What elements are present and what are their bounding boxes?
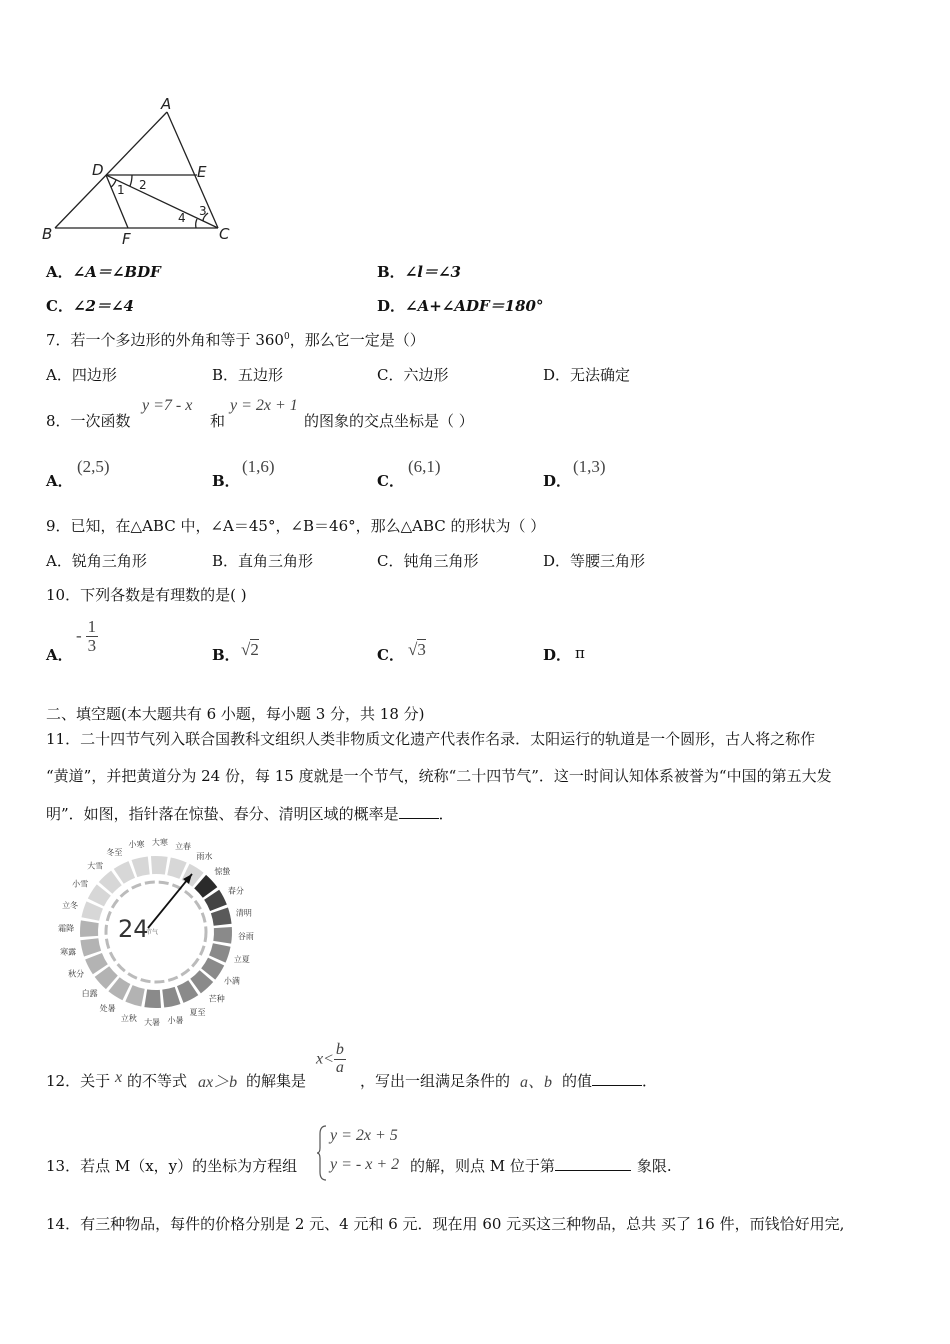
q6-option-c[interactable] (46, 295, 134, 316)
q10-option-d-key[interactable]: D． (543, 646, 572, 664)
wheel-center-sub: 节气 (146, 929, 159, 936)
wheel-sector (132, 856, 150, 877)
q8-option-a-value: (2,5) (77, 457, 110, 476)
q10-option-c-value (408, 640, 426, 660)
sqrt-symbol-b: √ (241, 640, 251, 659)
q12-solution-fraction (334, 1042, 346, 1077)
q12-solution-numerator: b (335, 1041, 344, 1058)
q13-equation-1: y = 2x + 5 (330, 1127, 398, 1144)
q11-line-3-text: 明”．如图，指针落在惊蛰、春分、清明区域的概率是 (46, 805, 399, 823)
q8-option-a-key[interactable]: A． (46, 472, 73, 490)
wheel-term-label: 小寒 (128, 840, 145, 850)
q14-stem: 14．有三种物品，每件的价格分别是 2 元、4 元和 6 元．现在用 60 元买这三种物品，总共 买了 16 件，而钱恰好用完, (46, 1215, 845, 1233)
q8-option-c-value: (6,1) (408, 457, 441, 476)
q6-option-a-key: A． (46, 263, 73, 281)
wheel-term-label: 小雪 (72, 879, 89, 889)
q10-option-b-key[interactable]: B． (212, 646, 240, 664)
q8-option-b-value: (1,6) (242, 457, 275, 476)
q13-stem-b-text: 的解，则点 M 位于第 (410, 1157, 555, 1175)
angle-arc-1 (111, 180, 116, 187)
q10-stem: 10．下列各数是有理数的是( ) (46, 586, 247, 604)
q7-superscript: 0 (283, 332, 290, 342)
q10-option-b-value (241, 640, 259, 660)
label-angle-1: 1 (117, 183, 125, 197)
wheel-term-label: 春分 (227, 886, 244, 896)
q13-stem-b (410, 1155, 672, 1176)
q6-option-a-text: ∠A＝∠BDF (72, 263, 161, 281)
q12-ab: a、b (520, 1074, 553, 1091)
label-b: B (42, 225, 53, 243)
q7-stem-a: 7．若一个多边形的外角和等于 360 (46, 331, 284, 349)
wheel-term-label: 清明 (235, 908, 252, 918)
triangle-figure (40, 95, 250, 250)
wheel-term-label: 大雪 (87, 861, 104, 871)
q6-option-c-text: ∠2＝∠4 (72, 297, 134, 315)
label-c: C (219, 225, 230, 243)
q8-equation-1: y =7 - x (142, 397, 193, 414)
q9-option-d[interactable]: D．等腰三角形 (543, 552, 646, 570)
side-ab (55, 112, 167, 228)
q12-stem-d: ，写出一组满足条件的 (360, 1072, 511, 1090)
q7-option-c[interactable]: C．六边形 (377, 366, 449, 384)
q6-option-d-key: D． (377, 297, 406, 315)
q9-stem: 9．已知，在△ABC 中，∠A＝45°，∠B＝46°，那么△ABC 的形状为（ ） (46, 517, 546, 535)
q7-option-a[interactable]: A．四边形 (46, 366, 117, 384)
section-2-title: 二、填空题(本大题共有 6 小题，每小题 3 分，共 18 分) (46, 705, 425, 723)
wheel-term-label: 立夏 (233, 955, 250, 965)
q6-option-b-text: ∠l＝∠3 (404, 263, 461, 281)
angle-arc-4 (196, 219, 197, 228)
q13-stem-c: 象限. (636, 1157, 672, 1175)
wheel-term-label: 冬至 (106, 848, 123, 858)
wheel-term-label: 大暑 (144, 1017, 161, 1027)
label-angle-4: 4 (178, 211, 186, 225)
wheel-term-label: 霜降 (58, 924, 75, 934)
solar-terms-wheel (42, 832, 272, 1032)
wheel-sector (162, 987, 180, 1008)
q13-stem-a: 13．若点 M（x，y）的坐标为方程组 (46, 1157, 298, 1175)
q11-line-3 (46, 803, 454, 824)
wheel-term-label: 白露 (81, 988, 98, 998)
q10-option-d-value: π (575, 644, 585, 662)
q8-stem-c: 的图象的交点坐标是（ ） (304, 412, 474, 430)
q11-line-1: 11．二十四节气列入联合国教科文组织人类非物质文化遗产代表作名录．太阳运行的轨道是一个圆形，古人将之称作 (46, 730, 816, 748)
q6-option-d[interactable] (377, 295, 543, 316)
q7-option-b[interactable]: B．五边形 (212, 366, 284, 384)
q10-option-b-radicand: 2 (250, 640, 259, 659)
q12-solution-denominator: a (335, 1058, 344, 1076)
wheel-term-label: 立秋 (120, 1013, 137, 1023)
label-a: A (161, 95, 172, 113)
q12-stem-e-text: 的值 (562, 1072, 593, 1090)
q12-solution-x: x< (316, 1050, 334, 1068)
q9-option-c[interactable]: C．钝角三角形 (377, 552, 479, 570)
q8-stem-a: 8．一次函数 (46, 412, 131, 430)
q13-answer-blank[interactable] (555, 1169, 631, 1171)
q12-stem-e (562, 1070, 657, 1091)
wheel-term-label: 寒露 (60, 947, 77, 957)
q10-option-c-radicand: 3 (417, 640, 426, 659)
q13-brace (316, 1124, 328, 1182)
sqrt-symbol-c: √ (408, 640, 418, 659)
wheel-term-label: 雨水 (196, 852, 213, 862)
q12-solution (316, 1042, 346, 1077)
q10-option-a-fraction (86, 618, 99, 655)
q6-option-b[interactable] (377, 261, 461, 282)
q8-option-d-value: (1,3) (573, 457, 606, 476)
q12-stem-c: 的解集是 (246, 1072, 307, 1090)
q12-inequality: ax＞b (198, 1074, 238, 1091)
q11-line-3-end: ． (438, 805, 454, 823)
q11-answer-blank[interactable] (399, 817, 439, 819)
q8-option-b-key[interactable]: B． (212, 472, 240, 490)
wheel-term-label: 秋分 (68, 969, 85, 979)
wheel-sector (211, 908, 232, 926)
label-f: F (122, 230, 131, 248)
q12-stem-b: 的不等式 (127, 1072, 188, 1090)
side-ac (167, 112, 218, 228)
wheel-sector (80, 920, 99, 937)
q7-stem-b: ，那么它一定是（） (289, 331, 425, 349)
q12-answer-blank[interactable] (592, 1084, 642, 1086)
q6-option-c-key: C． (46, 297, 73, 315)
label-angle-2: 2 (139, 178, 147, 192)
q10-option-a-sign: - (76, 626, 82, 646)
q7-stem (46, 329, 425, 350)
q11-line-2: “黄道”，并把黄道分为 24 份，每 15 度就是一个节气，统称“二十四节气”．这一时间认知体系被誉为“中国的第五大发 (46, 767, 832, 785)
q13-equation-2: y = - x + 2 (330, 1156, 400, 1173)
wheel-term-label: 立春 (175, 842, 192, 852)
wheel-sector (151, 856, 168, 875)
q8-stem-b: 和 (210, 412, 226, 430)
q8-option-c-key[interactable]: C． (377, 472, 404, 490)
q6-option-d-text: ∠A+∠ADF＝180° (405, 297, 544, 315)
wheel-term-label: 夏至 (189, 1007, 206, 1017)
wheel-term-label: 小暑 (167, 1015, 184, 1025)
q10-option-c-key[interactable]: C． (377, 646, 404, 664)
wheel-term-label: 小满 (223, 976, 240, 986)
wheel-term-label: 谷雨 (237, 931, 254, 941)
q10-option-a-value (76, 618, 98, 655)
label-angle-3: 3 (199, 204, 207, 218)
q10-option-a-denominator: 3 (87, 635, 97, 655)
q7-option-d[interactable]: D．无法确定 (543, 366, 631, 384)
q10-option-a-numerator: 1 (87, 617, 97, 636)
q9-option-a[interactable]: A．锐角三角形 (46, 552, 147, 570)
wheel-sector (80, 938, 101, 956)
wheel-sector (144, 989, 161, 1008)
wheel-term-label: 立冬 (62, 900, 79, 910)
angle-arc-2 (130, 175, 132, 186)
q8-equation-2: y = 2x + 1 (230, 397, 298, 414)
q8-option-d-key[interactable]: D． (543, 472, 572, 490)
q9-option-b[interactable]: B．直角三角形 (212, 552, 314, 570)
q6-option-a[interactable] (46, 261, 161, 282)
q12-stem-a: 12．关于 (46, 1072, 111, 1090)
wheel-center-number: 24 (118, 915, 149, 943)
q10-option-a-key[interactable]: A． (46, 646, 73, 664)
wheel-term-label: 处暑 (99, 1003, 116, 1013)
wheel-term-label: 惊蛰 (214, 867, 231, 877)
wheel-term-label: 大寒 (151, 838, 168, 848)
label-e: E (197, 163, 207, 181)
label-d: D (92, 161, 104, 179)
q6-option-b-key: B． (377, 263, 405, 281)
wheel-sector (213, 927, 232, 944)
q12-stem-f: ． (642, 1072, 658, 1090)
wheel-term-label: 芒种 (208, 994, 225, 1004)
q12-var-x: x (115, 1069, 123, 1086)
